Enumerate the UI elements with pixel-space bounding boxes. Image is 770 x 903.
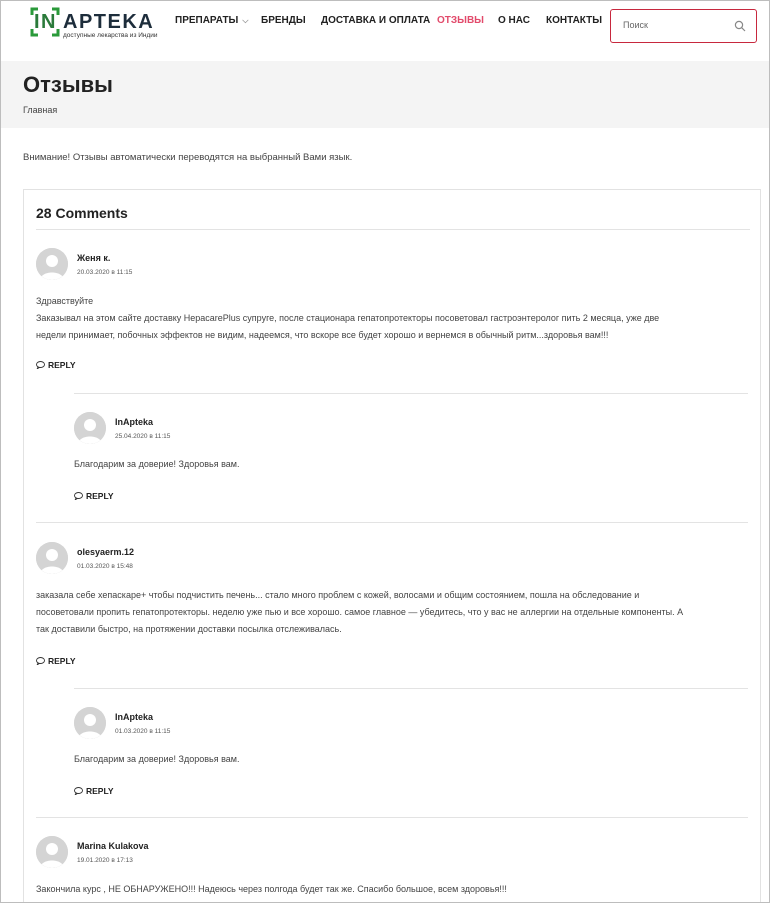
reply-label: REPLY <box>48 360 76 370</box>
avatar <box>74 707 106 739</box>
nav-item-preparaty[interactable] <box>175 15 248 26</box>
comment-date[interactable]: 25.04.2020 в 11:15 <box>115 433 171 440</box>
comment-bubble-icon <box>74 787 83 795</box>
comment-line: Заказывал на этом сайте доставку HepacarePlus супруге, после стационара гепатопротекторы посоветовал гастроэнтеролог пить 2 месяца, уже две <box>36 313 660 323</box>
translation-notice: Внимание! Отзывы автоматически переводятся на выбранный Вами язык. <box>23 152 353 163</box>
user-icon <box>36 836 68 868</box>
user-icon <box>74 707 106 739</box>
comment-body <box>74 751 748 768</box>
user-icon <box>74 412 106 444</box>
divider <box>36 817 748 818</box>
logo-text <box>34 11 154 34</box>
comment-line: заказала себе хепаскаре+ чтобы подчистить печень... стало много проблем с кожей, волосами и общим состоянием, пошла на обследование и <box>36 590 640 600</box>
avatar <box>36 542 68 574</box>
reply-label: REPLY <box>86 491 114 501</box>
comment-reply-item <box>74 412 748 502</box>
nav-item-kontakty[interactable] <box>546 15 602 26</box>
comment-bubble-icon <box>36 361 45 369</box>
page-title: Отзывы <box>23 72 113 97</box>
comment-item <box>36 836 750 903</box>
comment-item <box>36 248 750 378</box>
divider <box>74 688 748 689</box>
comment-date[interactable]: 20.03.2020 в 11:15 <box>77 269 133 276</box>
avatar <box>36 248 68 280</box>
logo-prefix: IN <box>34 11 57 33</box>
nav-item-label: БРЕНДЫ <box>261 15 306 26</box>
page-title-band <box>1 61 770 128</box>
nav-item-label: ОТЗЫВЫ <box>437 15 484 26</box>
comment-date[interactable]: 01.03.2020 в 11:15 <box>115 728 171 735</box>
comment-bubble-icon <box>74 492 83 500</box>
comment-line: недели принимает, побочных эффектов не видим, надеемся, что вскоре все будет хорошо и вернемся в обычный ритм...здоровья вам!!! <box>36 330 609 340</box>
search-icon[interactable] <box>734 20 746 32</box>
avatar <box>36 836 68 868</box>
divider <box>36 522 748 523</box>
nav-item-dostavka[interactable] <box>321 15 430 26</box>
user-icon <box>36 542 68 574</box>
reply-label: REPLY <box>86 786 114 796</box>
reply-button[interactable] <box>36 656 76 666</box>
reply-button[interactable] <box>74 491 114 501</box>
comment-reply-item <box>74 707 748 797</box>
comment-date[interactable]: 19.01.2020 в 17:13 <box>77 857 133 864</box>
divider <box>36 229 750 230</box>
comment-line: посоветовали пропить гепатопротекторы. неделю уже пью и все хорошо. самое главное — убедитесь, что у вас не аллергии на отдельные компоненты. А <box>36 607 684 617</box>
comment-body <box>36 587 750 638</box>
comment-body <box>74 456 748 473</box>
site-header <box>1 1 770 61</box>
divider <box>74 393 748 394</box>
nav-item-label: О НАС <box>498 15 530 26</box>
comment-body <box>36 881 750 898</box>
search-input[interactable] <box>623 20 733 30</box>
comment-date[interactable]: 01.03.2020 в 15:48 <box>77 563 133 570</box>
reply-button[interactable] <box>36 360 76 370</box>
logo-tagline: доступные лекарства из Индии <box>63 32 158 39</box>
avatar <box>74 412 106 444</box>
logo-name: APTEKA <box>63 11 155 33</box>
comment-body <box>36 293 750 344</box>
comment-author[interactable]: Marina Kulakova <box>77 841 149 851</box>
chevron-down-icon: ⌵ <box>242 16 249 25</box>
reply-label: REPLY <box>48 656 76 666</box>
comments-section <box>23 189 761 903</box>
nav-item-o-nas[interactable] <box>498 15 530 26</box>
comment-line: Благодарим за доверие! Здоровья вам. <box>74 754 240 764</box>
reply-button[interactable] <box>74 786 114 796</box>
comment-line: Закончила курс , НЕ ОБНАРУЖЕНО!!! Надеюсь через полгода будет так же. Спасибо большое, всем здоровья!!! <box>36 884 507 894</box>
comment-author[interactable]: Женя к. <box>77 253 111 263</box>
comment-author[interactable]: InApteka <box>115 712 154 722</box>
user-icon <box>36 248 68 280</box>
search-box <box>610 9 757 43</box>
comment-author[interactable]: InApteka <box>115 417 154 427</box>
comment-line: Здравствуйте <box>36 296 94 306</box>
breadcrumb-home[interactable]: Главная <box>23 105 58 115</box>
nav-item-label: ПРЕПАРАТЫ <box>175 15 239 26</box>
comment-item <box>36 542 750 672</box>
comment-line: так доставили быстро, на протяжении доставки посылка отслеживалась. <box>36 624 342 634</box>
comment-bubble-icon <box>36 657 45 665</box>
site-logo[interactable] <box>29 6 158 40</box>
nav-item-label: ДОСТАВКА И ОПЛАТА <box>321 15 431 26</box>
comment-author[interactable]: olesyaerm.12 <box>77 547 135 557</box>
nav-item-otzyvy[interactable] <box>437 15 484 26</box>
comments-count: 28 Comments <box>36 205 128 221</box>
nav-item-brendy[interactable] <box>261 15 306 26</box>
nav-item-label: КОНТАКТЫ <box>546 15 603 26</box>
comment-line: Благодарим за доверие! Здоровья вам. <box>74 459 240 469</box>
